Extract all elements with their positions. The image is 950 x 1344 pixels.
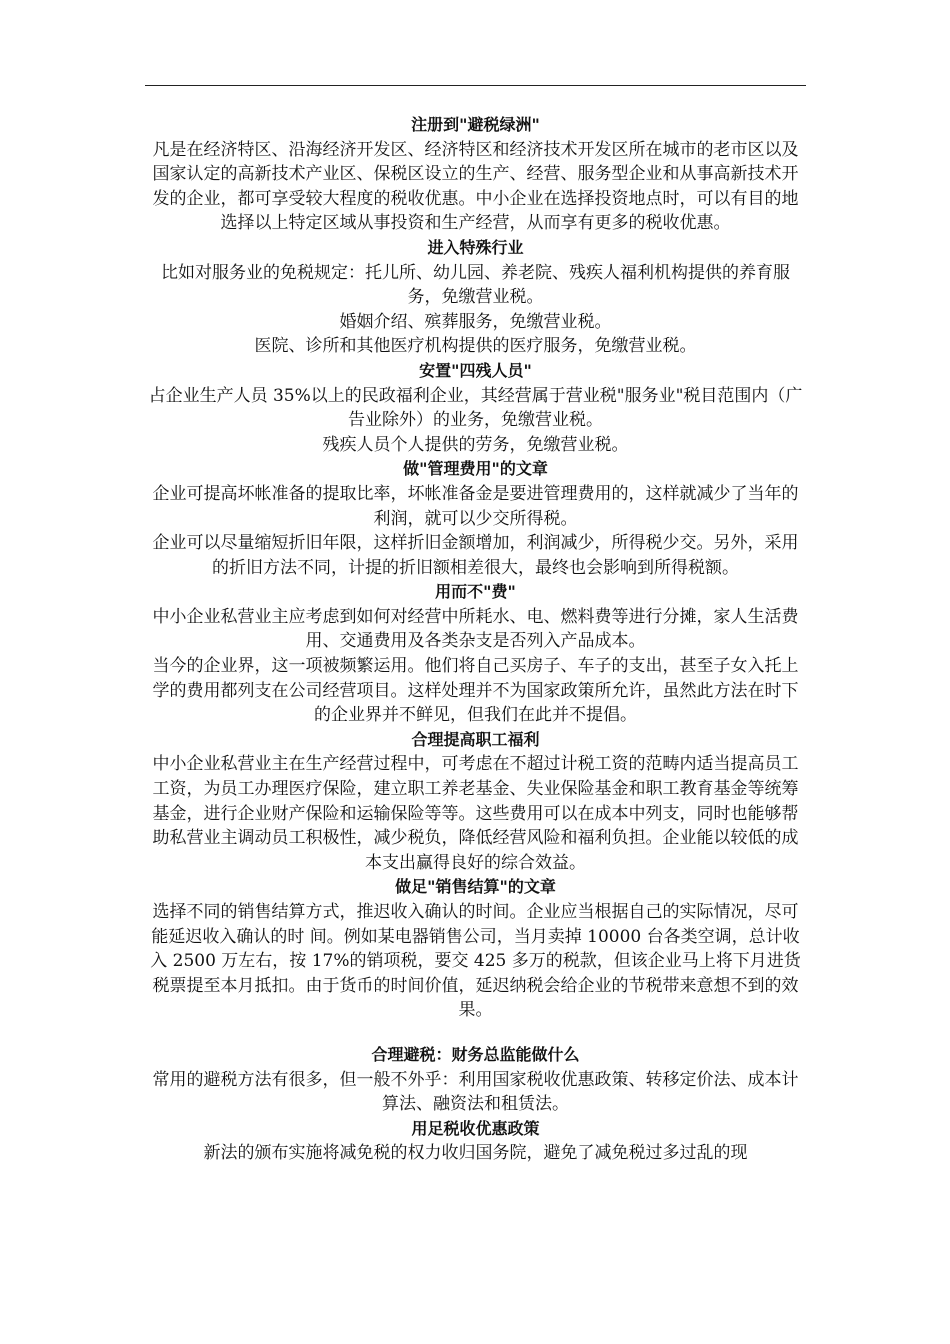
section-heading: 做"管理费用"的文章: [403, 459, 548, 479]
section-heading: 注册到"避税绿洲": [411, 115, 540, 134]
section-heading: 用足税收优惠政策: [411, 1118, 540, 1138]
paragraph: 当今的企业界，这一项被频繁运用。他们将自己买房子、车子的支出，甚至子女入托上学的费用都列支在公司经营项目。这样处理并不为国家政策所允许，虽然此方法在时下的企业界并不鲜见，但我们在此并不提倡。: [152, 656, 799, 726]
paragraph: 选择不同的销售结算方式，推迟收入确认的时间。企业应当根据自己的实际情况，尽可能延迟收入确认的时 间。例如某电器销售公司，当月卖掉 10000 台各类空调，总计收入 2500 万左右，按 17%的销项税，要交 425 多万的税款，但该企业马上将下月进货税票提至本月抵扣。由于货币的时间价值，延迟纳税会给企业的节税带来意想不到的效果。: [150, 902, 801, 1021]
paragraph: 婚姻介绍、殡葬服务，免缴营业税。: [339, 311, 612, 332]
spacer: [145, 1023, 806, 1043]
paragraph: 中小企业私营业主在生产经营过程中，可考虑在不超过计税工资的范畴内适当提高员工工资，为员工办理医疗保险，建立职工养老基金、失业保险基金和职工教育基金等统筹基金，进行企业财产保险和运输保险等等。这些费用可以在成本中列支，同时也能够帮助私营业主调动员工积极性，减少税负，降低经营风险和福利负担。企业能以较低的成本支出赢得良好的综合效益。: [152, 754, 799, 873]
section-heading: 用而不"费": [435, 582, 516, 602]
paragraph: 医院、诊所和其他医疗机构提供的医疗服务，免缴营业税。: [254, 336, 697, 357]
paragraph: 占企业生产人员 35%以上的民政福利企业，其经营属于营业税"服务业"税目范围内（广告业除外）的业务，免缴营业税。: [148, 385, 803, 431]
section-heading: 安置"四残人员": [419, 360, 532, 380]
paragraph: 中小企业私营业主应考虑到如何对经营中所耗水、电、燃料费等进行分摊，家人生活费用、交通费用及各类杂支是否列入产品成本。: [152, 606, 799, 652]
section-heading: 做足"销售结算"的文章: [395, 877, 556, 897]
paragraph: 企业可以尽量缩短折旧年限，这样折旧金额增加，利润减少，所得税少交。另外，采用的折旧方法不同，计提的折旧额相差很大，最终也会影响到所得税额。: [152, 533, 799, 578]
header-rule: [145, 85, 806, 86]
paragraph: 常用的避税方法有很多，但一般不外乎：利用国家税收优惠政策、转移定价法、成本计算法、融资法和租赁法。: [152, 1069, 799, 1115]
section-heading: 合理提高职工福利: [411, 729, 540, 749]
section-heading: 合理避税：财务总监能做什么: [371, 1044, 580, 1064]
paragraph: 比如对服务业的免税规定：托儿所、幼儿园、养老院、残疾人福利机构提供的养育服务，免缴营业税。: [161, 262, 790, 308]
paragraph: 残疾人员个人提供的劳务，免缴营业税。: [322, 434, 629, 455]
paragraph: 凡是在经济特区、沿海经济开发区、经济特区和经济技术开发区所在城市的老市区以及国家认定的高新技术产业区、保税区设立的生产、经营、服务型企业和从事高新技术开发的企业，都可享受较大程度的税收优惠。中小企业在选择投资地点时，可以有目的地选择以上特定区域从事投资和生产经营，从而享有更多的税收优惠。: [152, 139, 799, 234]
section-heading: 进入特殊行业: [427, 237, 524, 257]
paragraph: 新法的颁布实施将减免税的权力收归国务院，避免了减免税过多过乱的现: [203, 1143, 748, 1164]
document-body: [145, 113, 806, 1166]
paragraph: 企业可提高坏帐准备的提取比率，坏帐准备金是要进管理费用的，这样就减少了当年的利润，就可以少交所得税。: [152, 483, 799, 529]
